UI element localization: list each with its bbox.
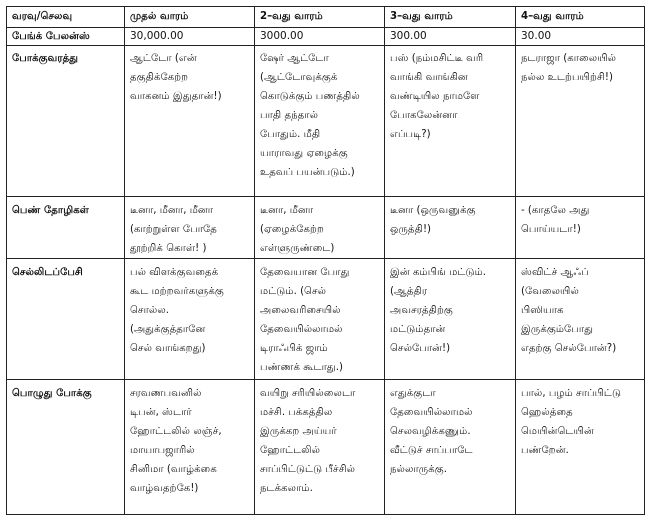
table-row-mobile-phone: [7, 259, 645, 380]
row-label-bank-balance: பேங்க் பேலன்ஸ்: [7, 28, 125, 46]
cell-girlfriends-week-2: டீனா, மீனா (ஏழைக்கேற்ற எள்ளுருண்டை): [255, 197, 385, 259]
weekly-budget-table: [6, 6, 645, 515]
cell-transport-week-2: ஷேர் ஆட்டோ (ஆட்டோவுக்குக் கொடுக்கும் பணத்தில் பாதி தந்தால் போதும். மீதி யாராவது ஏழைக்கு உதவப் பயன்படும்.): [255, 46, 385, 197]
cell-mobile-week-3: இன் கம்பிங் மட்டும். (ஆத்திர அவசரத்திற்கு மட்டும்தான் செல்போன்!): [385, 259, 516, 380]
cell-leisure-week-1: சரவணபவனில் டிபன், ஸ்டார் ஹோட்டலில் லஞ்ச், மாயாபஜாரில் சினிமா (வாழ்க்கை வாழ்வதற்கே!): [125, 380, 255, 515]
cell-balance-week-3: 300.00: [385, 28, 516, 46]
cell-balance-week-2: 3000.00: [255, 28, 385, 46]
cell-transport-week-3: பஸ் (நம்மசிட்டீ வரி வாங்கி வாங்கின வண்டியில நாமளே போகலேன்னா எப்படி?): [385, 46, 516, 197]
cell-transport-week-4: நடராஜா (காலையில் நல்ல உடற்பயிற்சி!): [516, 46, 645, 197]
cell-mobile-week-1: பல் விளக்குவதைக் கூட மற்றவர்களுக்கு சொல்ல. (அதுக்குத்தானே செல் வாங்கறது): [125, 259, 255, 380]
header-cell-week-4: 4–வது வாரம்: [516, 7, 645, 28]
budget-table-container: [6, 6, 645, 515]
cell-leisure-week-3: எதுக்குடா தேவையில்லாமல் செலவழிக்கணும். வீட்டுச் சாப்பாடே நல்லாருக்கு.: [385, 380, 516, 515]
table-row-girlfriends: [7, 197, 645, 259]
cell-girlfriends-week-1: டீனா, மீனா, மீனா (காற்றுள்ள போதே தூற்றிக் கொள்! ): [125, 197, 255, 259]
cell-balance-week-1: 30,000.00: [125, 28, 255, 46]
row-label-mobile-phone: செல்லிடப்பேசி: [7, 259, 125, 380]
header-cell-week-3: 3–வது வாரம்: [385, 7, 516, 28]
row-label-girlfriends: பெண் தோழிகள்: [7, 197, 125, 259]
table-header-row: [7, 7, 645, 28]
cell-leisure-week-4: பால், பழம் சாப்பிட்டு ஹெல்த்தை மெயின்டெயின் பண்றேன்.: [516, 380, 645, 515]
row-label-transport: போக்குவரத்து: [7, 46, 125, 197]
cell-balance-week-4: 30.00: [516, 28, 645, 46]
row-label-leisure: பொழுது போக்கு: [7, 380, 125, 515]
table-row-bank-balance: [7, 28, 645, 46]
table-row-leisure: [7, 380, 645, 515]
table-row-transport: [7, 46, 645, 197]
cell-girlfriends-week-3: டீனா (ஒருவனுக்கு ஒருத்தி!): [385, 197, 516, 259]
cell-mobile-week-2: தேவையான போது மட்டும். (செல் அலைவரிசையில் தேவையில்லாமல் டிராஃபிக் ஜாம் பண்ணக் கூடாது.): [255, 259, 385, 380]
header-cell-week-2: 2–வது வாரம்: [255, 7, 385, 28]
cell-transport-week-1: ஆட்டோ (என் தகுதிக்கேற்ற வாகனம் இதுதான்!): [125, 46, 255, 197]
header-cell-week-1: முதல் வாரம்: [125, 7, 255, 28]
header-cell-category: வரவு/செலவு: [7, 7, 125, 28]
cell-leisure-week-2: வயிறு சரியில்லைடா மச்சி. பக்கத்தில இருக்கற அய்யர் ஹோட்டலில் சாப்பிட்டுட்டு பீச்சில் நடக்கலாம்.: [255, 380, 385, 515]
cell-girlfriends-week-4: - (காதலே அது பொய்யடா!): [516, 197, 645, 259]
cell-mobile-week-4: ஸ்விட்ச் ஆஃப் (வேலையில் பிஸியாக இருக்கும்போது எதற்கு செல்போன்?): [516, 259, 645, 380]
